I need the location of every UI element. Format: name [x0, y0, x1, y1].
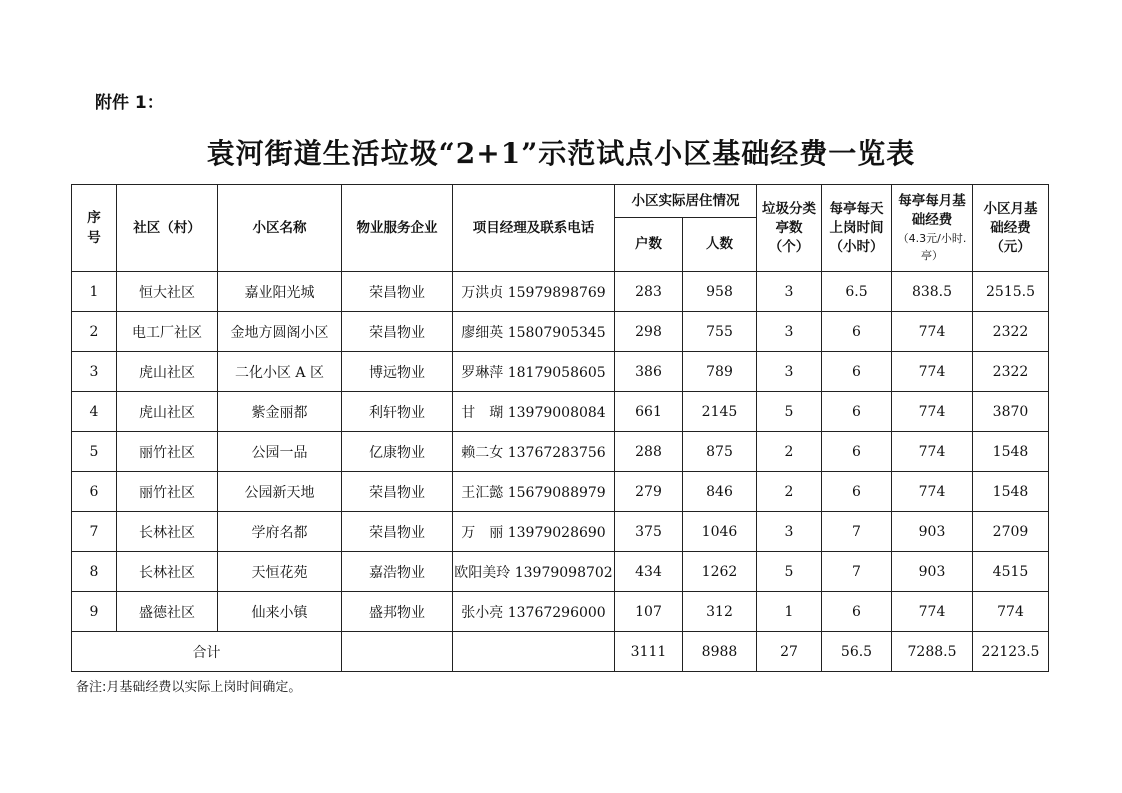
row-seq: 7	[72, 512, 117, 552]
row-estate: 学府名都	[218, 512, 342, 552]
row-seq: 9	[72, 592, 117, 632]
row-estate: 紫金丽都	[218, 392, 342, 432]
total-estate-fee: 22123.5	[973, 632, 1049, 672]
row-property: 荣昌物业	[342, 472, 453, 512]
row-estate-fee: 3870	[973, 392, 1049, 432]
row-hours: 6	[822, 472, 892, 512]
row-monthly-fee: 903	[892, 512, 973, 552]
row-people: 789	[683, 352, 757, 392]
total-label: 合计	[72, 632, 342, 672]
row-booths: 5	[757, 392, 822, 432]
row-monthly-fee: 774	[892, 392, 973, 432]
row-booths: 2	[757, 432, 822, 472]
header-residence-group: 小区实际居住情况	[615, 185, 757, 218]
row-seq: 3	[72, 352, 117, 392]
table-row	[72, 512, 1049, 552]
row-manager: 赖二女 13767283756	[453, 432, 615, 472]
row-property: 荣昌物业	[342, 512, 453, 552]
total-households: 3111	[615, 632, 683, 672]
header-manager: 项目经理及联系电话	[453, 185, 615, 272]
row-estate: 嘉业阳光城	[218, 272, 342, 312]
total-empty-1	[342, 632, 453, 672]
row-estate-fee: 4515	[973, 552, 1049, 592]
table-row	[72, 312, 1049, 352]
row-monthly-fee: 774	[892, 352, 973, 392]
row-people: 875	[683, 432, 757, 472]
header-property: 物业服务企业	[342, 185, 453, 272]
header-booths: 垃圾分类亭数（个）	[757, 185, 822, 272]
row-seq: 8	[72, 552, 117, 592]
row-seq: 1	[72, 272, 117, 312]
row-manager: 甘 瑚 13979008084	[453, 392, 615, 432]
row-people: 2145	[683, 392, 757, 432]
total-booths: 27	[757, 632, 822, 672]
row-people: 846	[683, 472, 757, 512]
total-row	[72, 632, 1049, 672]
table-row	[72, 592, 1049, 632]
row-hours: 6	[822, 592, 892, 632]
header-estate: 小区名称	[218, 185, 342, 272]
row-community: 虎山社区	[117, 352, 218, 392]
header-seq: 序号	[72, 185, 117, 272]
row-community: 电工厂社区	[117, 312, 218, 352]
row-hours: 6	[822, 312, 892, 352]
row-estate-fee: 2322	[973, 312, 1049, 352]
row-seq: 5	[72, 432, 117, 472]
row-manager: 欧阳美玲 13979098702	[453, 552, 615, 592]
attachment-label: 附件 1：	[95, 93, 164, 113]
fee-table	[71, 184, 1049, 672]
row-booths: 2	[757, 472, 822, 512]
row-people: 755	[683, 312, 757, 352]
header-hours: 每亭每天上岗时间（小时）	[822, 185, 892, 272]
row-manager: 廖细英 15807905345	[453, 312, 615, 352]
row-households: 386	[615, 352, 683, 392]
row-monthly-fee: 838.5	[892, 272, 973, 312]
header-monthly-fee-note: （4.3元/小时.亭）	[897, 232, 967, 262]
row-estate: 公园一品	[218, 432, 342, 472]
header-people: 人数	[683, 218, 757, 272]
row-community: 恒大社区	[117, 272, 218, 312]
table-row	[72, 352, 1049, 392]
row-property: 盛邦物业	[342, 592, 453, 632]
table-row	[72, 392, 1049, 432]
row-booths: 3	[757, 352, 822, 392]
row-hours: 6	[822, 392, 892, 432]
row-monthly-fee: 903	[892, 552, 973, 592]
table-row	[72, 472, 1049, 512]
row-estate-fee: 1548	[973, 472, 1049, 512]
table-row	[72, 552, 1049, 592]
row-community: 丽竹社区	[117, 472, 218, 512]
row-manager: 张小亮 13767296000	[453, 592, 615, 632]
total-empty-2	[453, 632, 615, 672]
row-estate: 金地方圆阁小区	[218, 312, 342, 352]
row-households: 298	[615, 312, 683, 352]
row-people: 1262	[683, 552, 757, 592]
row-community: 盛德社区	[117, 592, 218, 632]
header-community: 社区（村）	[117, 185, 218, 272]
row-property: 荣昌物业	[342, 312, 453, 352]
row-estate: 二化小区 A 区	[218, 352, 342, 392]
total-hours: 56.5	[822, 632, 892, 672]
row-booths: 3	[757, 512, 822, 552]
row-estate-fee: 2322	[973, 352, 1049, 392]
header-monthly-fee: 每亭每月基础经费 （4.3元/小时.亭）	[892, 185, 973, 272]
row-estate: 仙来小镇	[218, 592, 342, 632]
row-households: 279	[615, 472, 683, 512]
row-manager: 王汇懿 15679088979	[453, 472, 615, 512]
row-estate-fee: 2709	[973, 512, 1049, 552]
row-estate-fee: 1548	[973, 432, 1049, 472]
row-booths: 1	[757, 592, 822, 632]
row-estate-fee: 2515.5	[973, 272, 1049, 312]
row-monthly-fee: 774	[892, 592, 973, 632]
table-row	[72, 432, 1049, 472]
row-households: 283	[615, 272, 683, 312]
row-property: 嘉浩物业	[342, 552, 453, 592]
row-community: 虎山社区	[117, 392, 218, 432]
table-row	[72, 272, 1049, 312]
row-seq: 2	[72, 312, 117, 352]
row-manager: 万 丽 13979028690	[453, 512, 615, 552]
total-people: 8988	[683, 632, 757, 672]
row-people: 312	[683, 592, 757, 632]
row-estate-fee: 774	[973, 592, 1049, 632]
row-property: 亿康物业	[342, 432, 453, 472]
row-estate: 公园新天地	[218, 472, 342, 512]
row-people: 1046	[683, 512, 757, 552]
row-hours: 6.5	[822, 272, 892, 312]
row-households: 434	[615, 552, 683, 592]
row-hours: 6	[822, 432, 892, 472]
row-estate: 天恒花苑	[218, 552, 342, 592]
row-hours: 7	[822, 512, 892, 552]
row-manager: 罗琳萍 18179058605	[453, 352, 615, 392]
row-booths: 5	[757, 552, 822, 592]
row-households: 107	[615, 592, 683, 632]
total-monthly-fee: 7288.5	[892, 632, 973, 672]
row-monthly-fee: 774	[892, 312, 973, 352]
row-seq: 4	[72, 392, 117, 432]
row-community: 丽竹社区	[117, 432, 218, 472]
row-households: 375	[615, 512, 683, 552]
document-title: 袁河街道生活垃圾“2+1”示范试点小区基础经费一览表	[206, 137, 916, 170]
header-households: 户数	[615, 218, 683, 272]
footnote: 备注:月基础经费以实际上岗时间确定。	[76, 680, 302, 695]
row-households: 288	[615, 432, 683, 472]
row-property: 博远物业	[342, 352, 453, 392]
row-booths: 3	[757, 272, 822, 312]
row-hours: 6	[822, 352, 892, 392]
row-property: 利轩物业	[342, 392, 453, 432]
row-people: 958	[683, 272, 757, 312]
row-households: 661	[615, 392, 683, 432]
header-estate-fee: 小区月基础经费（元）	[973, 185, 1049, 272]
row-monthly-fee: 774	[892, 432, 973, 472]
row-hours: 7	[822, 552, 892, 592]
row-community: 长林社区	[117, 512, 218, 552]
row-community: 长林社区	[117, 552, 218, 592]
row-manager: 万洪贞 15979898769	[453, 272, 615, 312]
row-property: 荣昌物业	[342, 272, 453, 312]
row-seq: 6	[72, 472, 117, 512]
row-booths: 3	[757, 312, 822, 352]
row-monthly-fee: 774	[892, 472, 973, 512]
